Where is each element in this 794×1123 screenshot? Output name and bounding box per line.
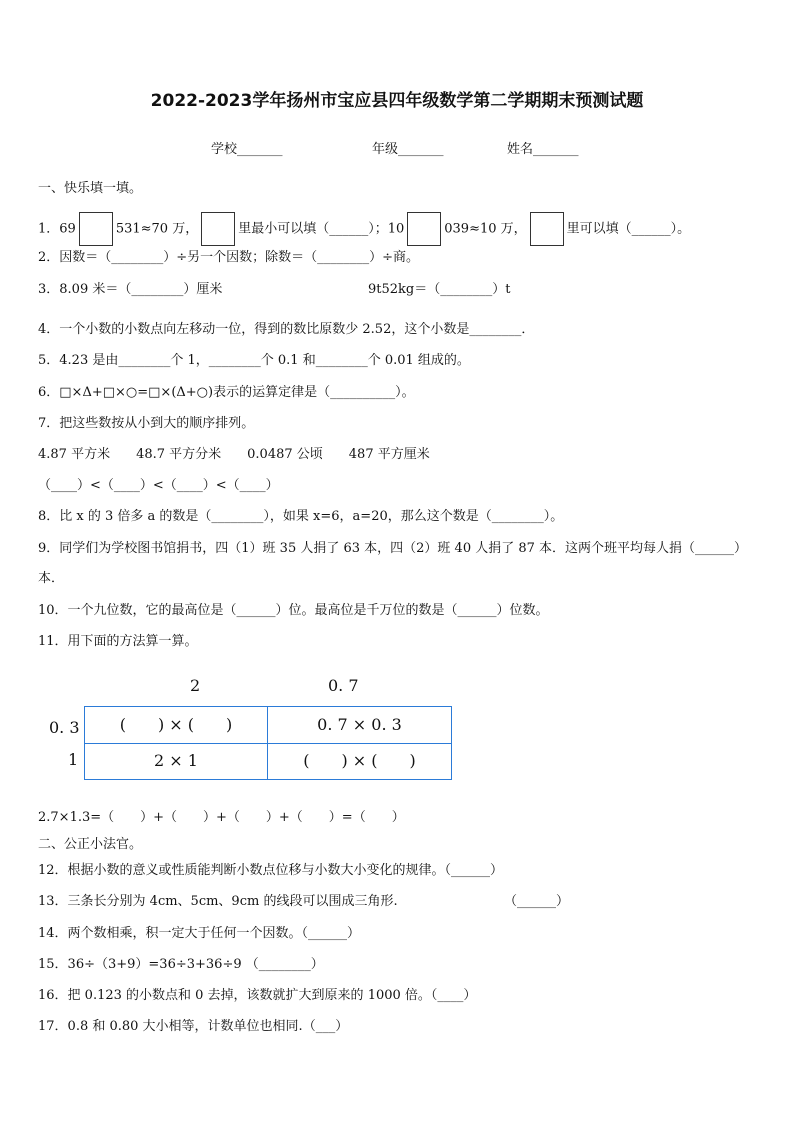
question-2: 2．因数＝（________）÷另一个因数；除数＝（________）÷商。	[38, 250, 420, 265]
question-5: 5．4.23 是由________个 1，________个 0.1 和________个 0.01 组成的。	[38, 353, 470, 368]
question-7-items: 4.87 平方米 48.7 平方分米 0.0487 公顷 487 平方厘米	[38, 447, 430, 462]
question-7: 7．把这些数按从小到大的顺序排列。	[38, 416, 255, 431]
q1-part-a: 1．69	[38, 221, 76, 237]
grid-cell: ( ) × ( )	[303, 751, 416, 770]
page-title: 2022-2023学年扬州市宝应县四年级数学第二学期期末预测试题	[150, 91, 644, 111]
row-header: 0. 3	[49, 718, 80, 737]
name-field: 姓名_______	[507, 142, 579, 157]
section-heading: 二、公正小法官。	[38, 837, 143, 852]
multiplication-grid	[40, 668, 460, 788]
column-header: 2	[190, 676, 201, 695]
question-3-part-b: 9t52kg＝（________）t	[368, 282, 511, 297]
question-12: 12．根据小数的意义或性质能判断小数点位移与小数大小变化的规律。（______）	[38, 863, 504, 878]
question-15: 15．36÷（3+9）=36÷3+36÷9 （________）	[38, 957, 324, 972]
answer-box	[201, 212, 235, 246]
question-1	[38, 212, 690, 246]
answer-box	[407, 212, 441, 246]
q1-part-c: 里最小可以填（______）；10	[238, 221, 405, 237]
grid-cell: 2 × 1	[154, 751, 198, 770]
grid-divider	[85, 743, 451, 744]
question-6: 6．□×Δ+□×○=□×(Δ+○)表示的运算定律是（__________）。	[38, 385, 415, 400]
grid-table	[84, 706, 452, 780]
question-3: 3．8.09 米＝（________）厘米	[38, 282, 223, 297]
question-13-blank: （______）	[504, 894, 570, 909]
grade-field: 年级_______	[372, 142, 444, 157]
section-heading: 一、快乐填一填。	[38, 181, 143, 196]
question-9: 9．同学们为学校图书馆捐书，四（1）班 35 人捐了 63 本，四（2）班 40 人捐了 87 本．这两个班平均每人捐（______）	[38, 541, 748, 556]
question-11-sum: 2.7×1.3=（ ）+（ ）+（ ）+（ ）=（ ）	[38, 810, 405, 825]
row-header: 1	[68, 750, 79, 769]
question-11: 11．用下面的方法算一算。	[38, 634, 198, 649]
answer-box	[79, 212, 113, 246]
q1-part-e: 里可以填（______）。	[566, 221, 691, 237]
question-10: 10．一个九位数，它的最高位是（______）位。最高位是千万位的数是（______）位数。	[38, 603, 549, 618]
question-8: 8．比 x 的 3 倍多 a 的数是（________），如果 x=6，a=20，那么这个数是（________）。	[38, 509, 564, 524]
question-17: 17．0.8 和 0.80 大小相等，计数单位也相同.（___）	[38, 1019, 349, 1034]
q1-part-d: 039≈10 万，	[444, 221, 527, 237]
question-16: 16．把 0.123 的小数点和 0 去掉，该数就扩大到原来的 1000 倍。（____）	[38, 988, 477, 1003]
question-14: 14．两个数相乘，积一定大于任何一个因数。（______）	[38, 926, 361, 941]
q1-part-b: 531≈70 万，	[115, 221, 199, 237]
question-9-continued: 本．	[38, 571, 65, 586]
question-13: 13．三条长分别为 4cm、5cm、9cm 的线段可以围成三角形.	[38, 894, 398, 909]
question-7-blanks: （____）<（____）<（____）<（____）	[38, 478, 279, 493]
grid-cell: ( ) × ( )	[119, 715, 233, 734]
school-field: 学校_______	[211, 142, 283, 157]
grid-cell: 0. 7 × 0. 3	[317, 715, 402, 734]
column-header: 0. 7	[328, 676, 359, 695]
answer-box	[530, 212, 564, 246]
question-4: 4．一个小数的小数点向左移动一位，得到的数比原数少 2.52，这个小数是________．	[38, 322, 535, 337]
